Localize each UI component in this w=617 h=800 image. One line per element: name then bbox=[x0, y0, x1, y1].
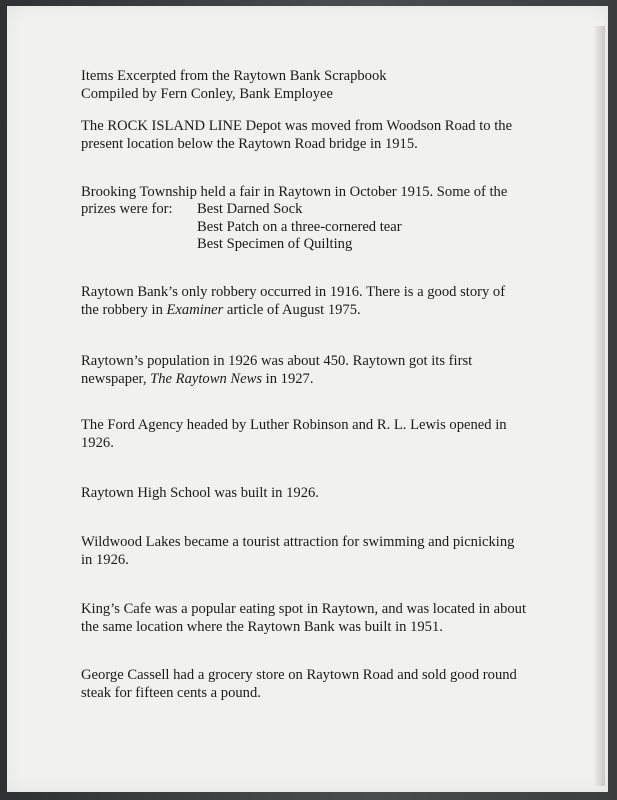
item-3-text-pre: the robbery in bbox=[81, 302, 167, 318]
item-2-line-2 bbox=[81, 200, 303, 218]
item-3-text-post: article of August 1975. bbox=[223, 302, 361, 318]
header-title: Items Excerpted from the Raytown Bank Scrapbook bbox=[81, 68, 387, 84]
item-3-italic-title: Examiner bbox=[166, 302, 224, 318]
item-4-italic-title: The Raytown News bbox=[150, 371, 263, 387]
item-7-line-1: Wildwood Lakes became a tourist attraction for swimming and picnicking bbox=[81, 534, 515, 550]
item-9-line-1: George Cassell had a grocery store on Raytown Road and sold good round bbox=[81, 667, 517, 683]
item-4-line-1: Raytown’s population in 1926 was about 450. Raytown got its first bbox=[81, 353, 473, 369]
item-2-prizes-label: prizes were for: bbox=[81, 201, 173, 217]
item-7-line-2: in 1926. bbox=[81, 552, 129, 568]
item-8-line-1: King’s Cafe was a popular eating spot in Raytown, and was located in about bbox=[81, 601, 527, 617]
prize-3: Best Specimen of Quilting bbox=[197, 236, 353, 252]
item-4-line-2 bbox=[81, 370, 314, 388]
item-3-line-1: Raytown Bank’s only robbery occurred in 1916. There is a good story of bbox=[81, 284, 506, 300]
item-5-line-1: The Ford Agency headed by Luther Robinson and R. L. Lewis opened in bbox=[81, 417, 507, 433]
item-3-line-2 bbox=[81, 301, 361, 319]
header-subtitle: Compiled by Fern Conley, Bank Employee bbox=[81, 86, 333, 102]
item-2-line-1: Brooking Township held a fair in Raytown in October 1915. Some of the bbox=[81, 184, 508, 200]
prize-1: Best Darned Sock bbox=[197, 201, 303, 217]
item-9-line-2: steak for fifteen cents a pound. bbox=[81, 685, 261, 701]
page-edge-shadow bbox=[593, 26, 605, 786]
item-1-line-2: present location below the Raytown Road bridge in 1915. bbox=[81, 136, 418, 152]
item-4-text-post: in 1927. bbox=[262, 371, 314, 387]
item-5-line-2: 1926. bbox=[81, 435, 114, 451]
prize-2: Best Patch on a three-cornered tear bbox=[197, 219, 402, 235]
item-6-line-1: Raytown High School was built in 1926. bbox=[81, 485, 319, 501]
item-1-line-1: The ROCK ISLAND LINE Depot was moved from Woodson Road to the bbox=[81, 118, 513, 134]
item-8-line-2: the same location where the Raytown Bank was built in 1951. bbox=[81, 619, 443, 635]
item-4-text-pre: newspaper, bbox=[81, 371, 151, 387]
